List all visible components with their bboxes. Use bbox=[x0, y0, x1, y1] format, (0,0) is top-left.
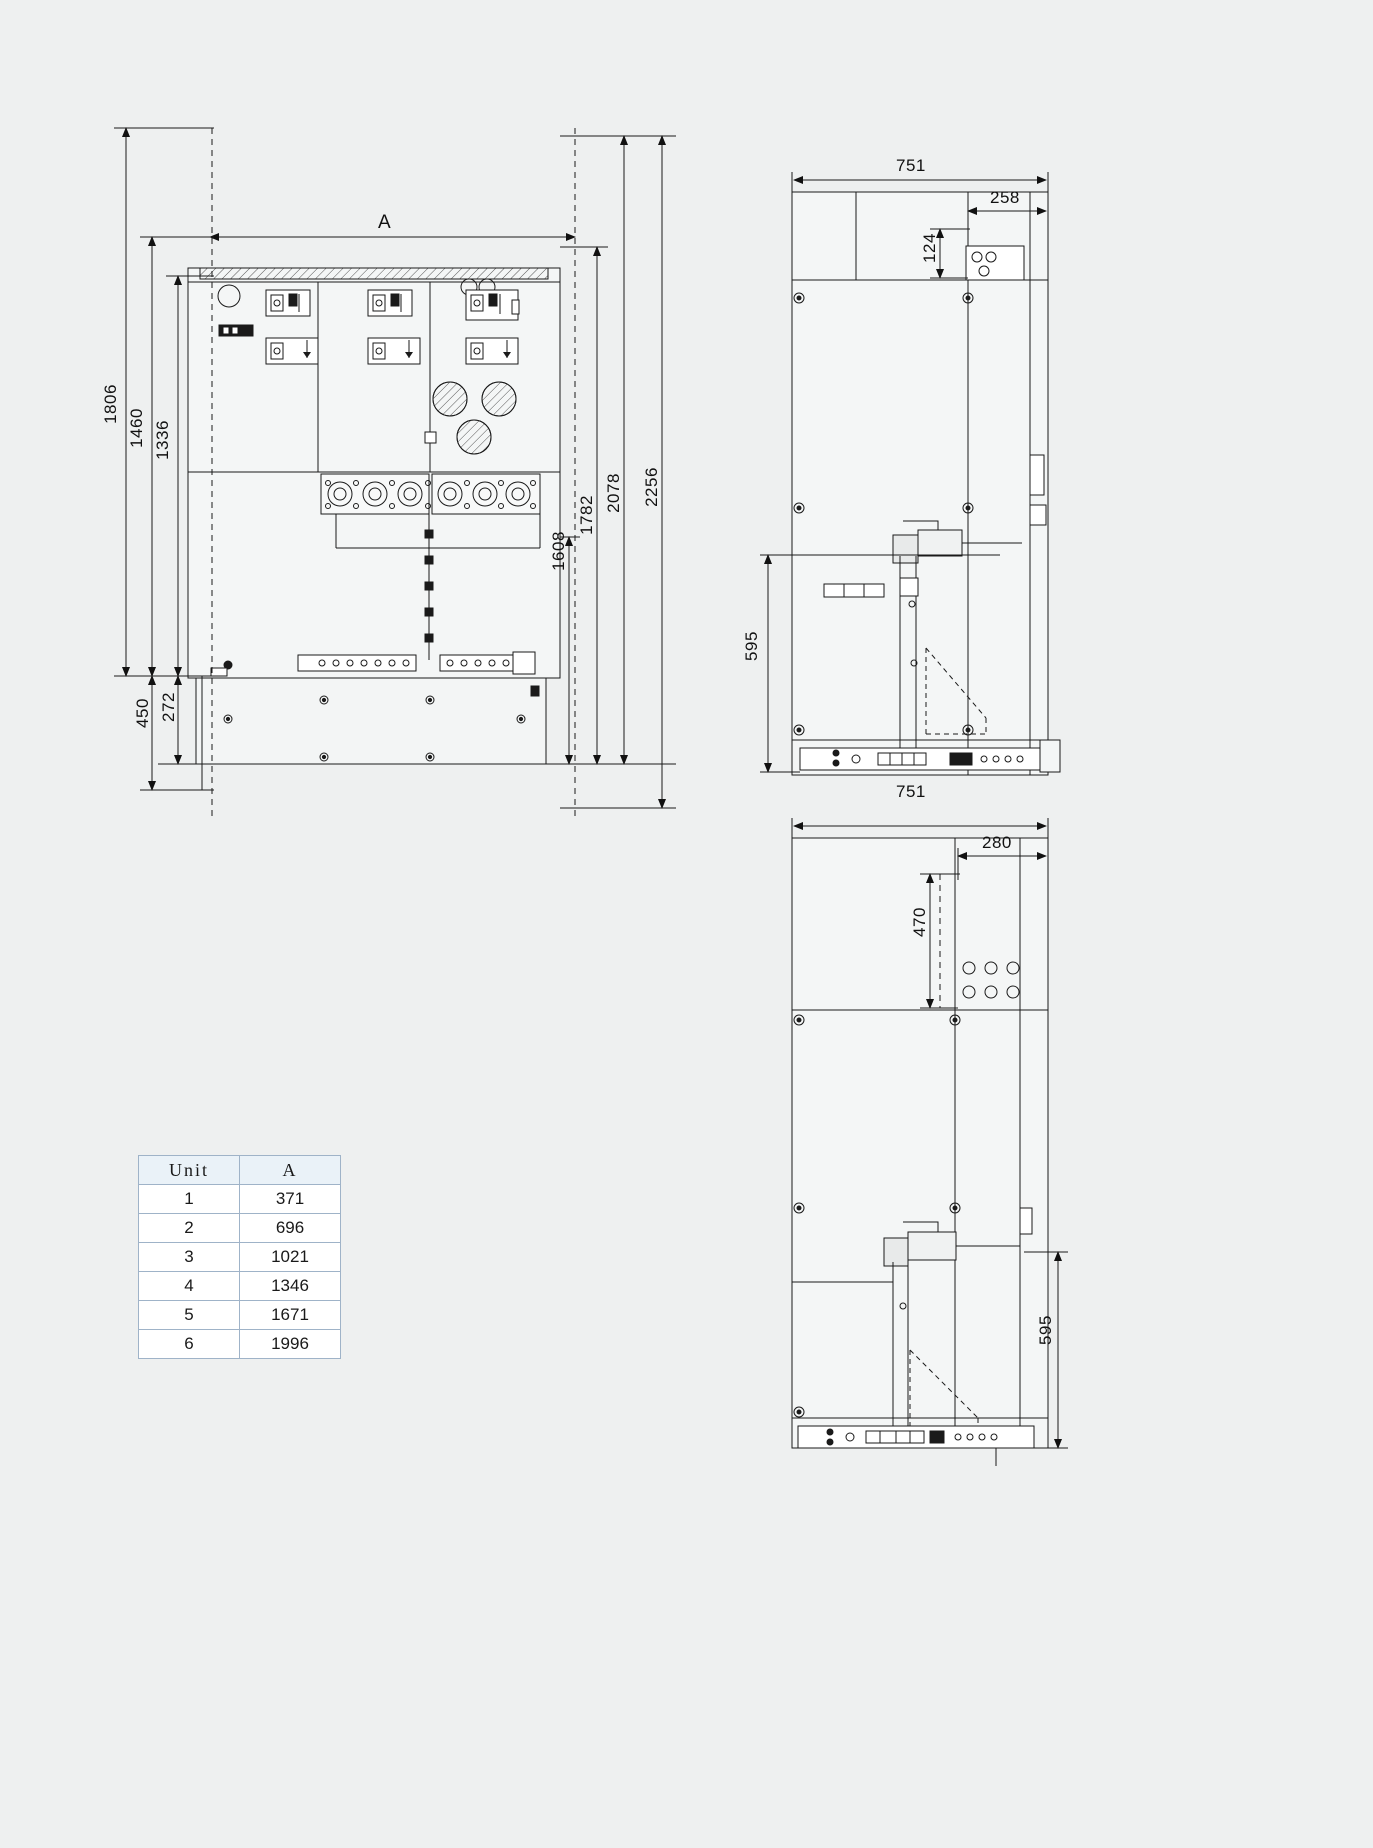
dim-124: 124 bbox=[920, 233, 939, 263]
table-cell-a: 1671 bbox=[240, 1301, 341, 1330]
dim-280: 280 bbox=[982, 833, 1012, 852]
table-row bbox=[139, 1185, 341, 1214]
table-cell-unit: 4 bbox=[139, 1272, 240, 1301]
table-row bbox=[139, 1243, 341, 1272]
table-header-row bbox=[139, 1156, 341, 1185]
dim-2256: 2256 bbox=[642, 467, 661, 507]
dim-2078: 2078 bbox=[604, 473, 623, 513]
table-row bbox=[139, 1301, 341, 1330]
table-row bbox=[139, 1214, 341, 1243]
dim-595-lower: 595 bbox=[1036, 1315, 1055, 1345]
dim-470: 470 bbox=[910, 907, 929, 937]
table-cell-a: 1021 bbox=[240, 1243, 341, 1272]
dim-595-upper: 595 bbox=[742, 631, 761, 661]
table-cell-unit: 1 bbox=[139, 1185, 240, 1214]
table-header-a: A bbox=[240, 1156, 341, 1185]
table-cell-unit: 2 bbox=[139, 1214, 240, 1243]
unit-dimension-table bbox=[138, 1155, 341, 1359]
table-header-unit: Unit bbox=[139, 1156, 240, 1185]
dim-1460: 1460 bbox=[127, 408, 146, 448]
dim-1608: 1608 bbox=[549, 531, 568, 571]
dim-label-A: A bbox=[378, 212, 391, 233]
dim-450: 450 bbox=[133, 698, 152, 728]
table-cell-unit: 3 bbox=[139, 1243, 240, 1272]
dim-751-lower: 751 bbox=[896, 782, 926, 801]
table-cell-unit: 6 bbox=[139, 1330, 240, 1359]
table-cell-a: 1346 bbox=[240, 1272, 341, 1301]
table-row bbox=[139, 1330, 341, 1359]
dim-751-upper: 751 bbox=[896, 156, 926, 175]
table-cell-a: 696 bbox=[240, 1214, 341, 1243]
table-cell-a: 371 bbox=[240, 1185, 341, 1214]
dim-258: 258 bbox=[990, 188, 1020, 207]
dim-1336: 1336 bbox=[153, 420, 172, 460]
dim-1806: 1806 bbox=[101, 384, 120, 424]
table-cell-unit: 5 bbox=[139, 1301, 240, 1330]
dim-1782: 1782 bbox=[577, 495, 596, 535]
dim-272: 272 bbox=[159, 692, 178, 722]
table-cell-a: 1996 bbox=[240, 1330, 341, 1359]
table-row bbox=[139, 1272, 341, 1301]
